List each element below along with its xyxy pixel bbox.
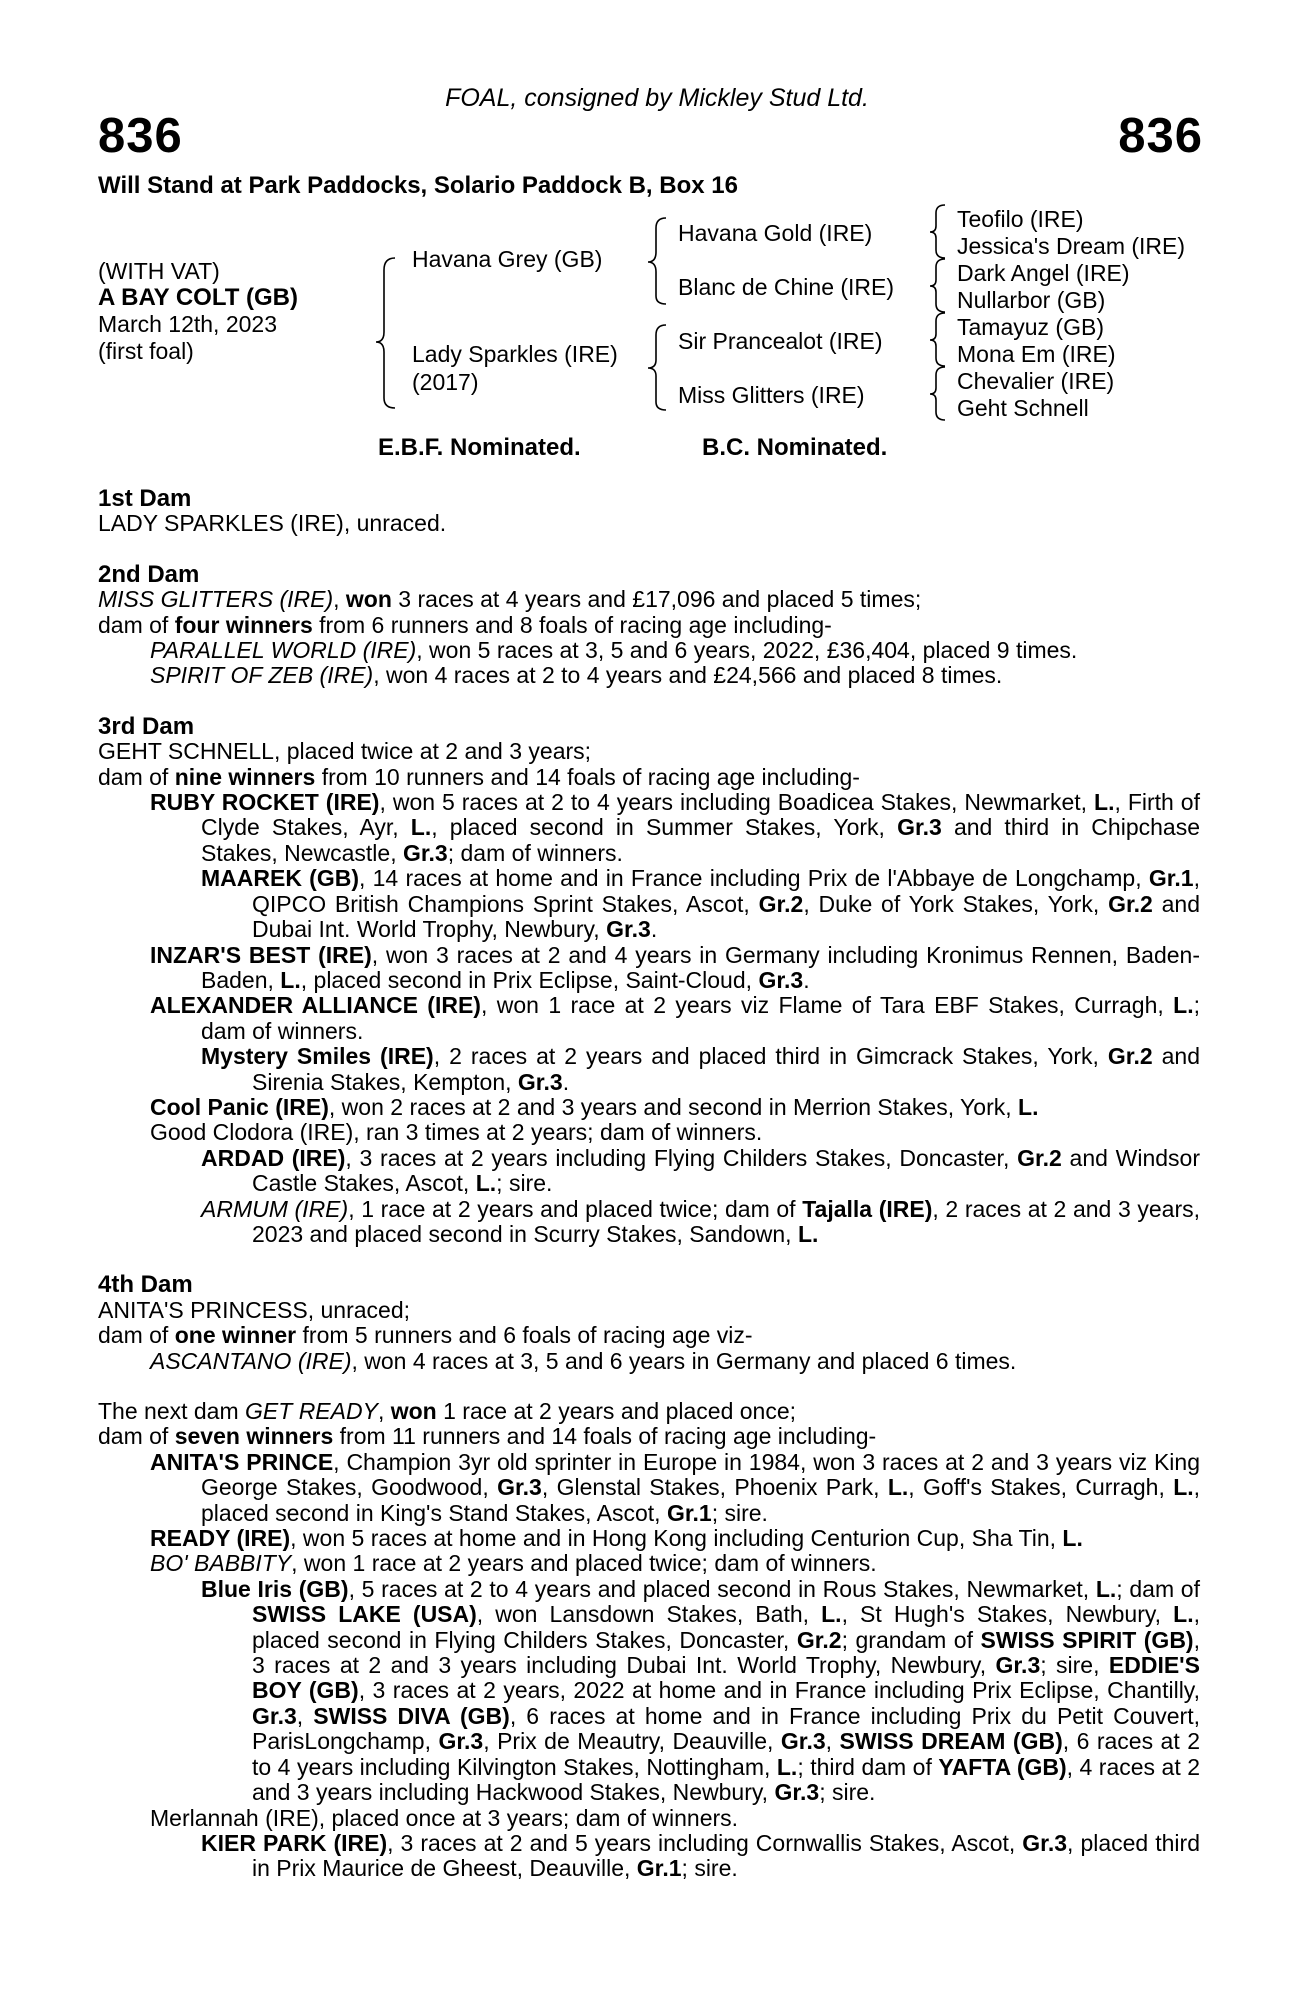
pedigree-dam: Lady Sparkles (IRE) bbox=[412, 341, 618, 367]
vat-note: (WITH VAT) bbox=[98, 258, 220, 284]
pedigree-brackets bbox=[0, 0, 1314, 440]
dam3-progeny-armum: ARMUM (IRE), 1 race at 2 years and placed twice; dam of Tajalla (IRE), 2 races at 2 and 3 years, 2023 and placed second in Scurry Stakes, Sandown, L. bbox=[201, 1195, 1201, 1247]
dam3-progeny-mystery-smiles: Mystery Smiles (IRE), 2 races at 2 years and placed third in Gimcrack Stakes, York, Gr.2 and Sirenia Stakes, Kempton, Gr.3. bbox=[201, 1043, 1200, 1095]
pedigree-dam-year: (2017) bbox=[412, 369, 479, 395]
next-progeny-bo-babbity: BO' BABBITY, won 1 race at 2 years and placed twice; dam of winners. bbox=[150, 1550, 877, 1577]
bracket-ss bbox=[930, 205, 945, 258]
next-progeny-ready: READY (IRE), won 5 races at home and in Hong Kong including Centurion Cup, Sha Tin, L. bbox=[150, 1525, 1083, 1552]
dam3-progeny-alexander-alliance: ALEXANDER ALLIANCE (IRE), won 1 race at 2 years viz Flame of Tara EBF Stakes, Curragh, L.; dam of winners. bbox=[150, 992, 1200, 1044]
pedigree-sire: Havana Grey (GB) bbox=[412, 246, 603, 272]
dam2-progeny-2: SPIRIT OF ZEB (IRE), won 4 races at 2 to 4 years and £24,566 and placed 8 times. bbox=[150, 662, 1003, 689]
dam2-record: MISS GLITTERS (IRE), won 3 races at 4 years and £17,096 and placed 5 times; bbox=[98, 586, 922, 613]
dam3-heading: 3rd Dam bbox=[98, 712, 195, 740]
pedigree-dam-dam: Miss Glitters (IRE) bbox=[678, 382, 865, 408]
bc-nomination: B.C. Nominated. bbox=[702, 434, 888, 461]
next-progeny-blue-iris: Blue Iris (GB), 5 races at 2 to 4 years and placed second in Rous Stakes, Newmarket, L.; dam of SWISS LAKE (USA), won Lansdown Stakes, Bath, L., St Hugh's Stakes, Newbury, L., placed second in Flying Childers Stakes, Doncaster, Gr.2; grandam of SWISS SPIRIT (GB), 3 races at 2 and 3 years including Dubai Int. World Trophy, Newbury, Gr.3; sire, EDDIE'S BOY (GB), 3 races at 2 years, 2022 at home and in France including Prix Eclipse, Chantilly, Gr.3, SWISS DIVA (GB), 6 races at home and in France including Prix du Petit Couvert, ParisLongchamp, Gr.3, Prix de Meautry, Deauville, Gr.3, SWISS DREAM (GB), 6 races at 2 to 4 years including Kilvington Stakes, Nottingham, L.; third dam of YAFTA (GB), 4 races at 2 and 3 years including Hackwood Stakes, Newbury, Gr.3; sire. bbox=[201, 1575, 1200, 1806]
bracket-sd bbox=[930, 259, 945, 312]
dam4-heading: 4th Dam bbox=[98, 1271, 193, 1299]
pedigree-g3-5: Tamayuz (GB) bbox=[957, 314, 1104, 340]
bracket-dd bbox=[930, 367, 945, 420]
pedigree-g3-7: Chevalier (IRE) bbox=[957, 368, 1115, 394]
dam3-progeny-ardad: ARDAD (IRE), 3 races at 2 years including Flying Childers Stakes, Doncaster, Gr.2 and Windsor Castle Stakes, Ascot, L.; sire. bbox=[201, 1144, 1200, 1197]
pedigree-sire-sire: Havana Gold (IRE) bbox=[678, 220, 873, 246]
dam2-produce: dam of four winners from 6 runners and 8 foals of racing age including- bbox=[98, 611, 832, 638]
dam3-progeny-inzars-best: INZAR'S BEST (IRE), won 3 races at 2 and 4 years in Germany including Kronimus Rennen, Baden-Baden, L., placed second in Prix Eclipse, Saint-Cloud, Gr.3. bbox=[150, 941, 1201, 993]
standing-location: Will Stand at Park Paddocks, Solario Paddock B, Box 16 bbox=[98, 172, 738, 199]
pedigree-g3-1: Teofilo (IRE) bbox=[957, 206, 1084, 232]
dam2-heading: 2nd Dam bbox=[98, 560, 200, 588]
dam4-progeny-ascantano: ASCANTANO (IRE), won 4 races at 3, 5 and 6 years in Germany and placed 6 times. bbox=[150, 1347, 1017, 1374]
bracket-sire bbox=[648, 218, 666, 304]
pedigree-g3-3: Dark Angel (IRE) bbox=[957, 260, 1130, 286]
foaling-date: March 12th, 2023 bbox=[98, 311, 278, 337]
bracket-dam bbox=[648, 325, 666, 410]
dam3-progeny-maarek: MAAREK (GB), 14 races at home and in France including Prix de l'Abbaye de Longchamp, Gr.1, QIPCO British Champions Sprint Stakes, Ascot, Gr.2, Duke of York Stakes, York, Gr.2 and Dubai Int. World Trophy, Newbury, Gr.3. bbox=[201, 865, 1201, 943]
lot-number-left: 836 bbox=[98, 109, 183, 163]
dam2-progeny-1: PARALLEL WORLD (IRE), won 5 races at 3, 5 and 6 years, 2022, £36,404, placed 9 times. bbox=[150, 637, 1078, 664]
bracket-ds bbox=[930, 313, 945, 366]
catalogue-body bbox=[98, 486, 1200, 1882]
pedigree-dam-sire: Sir Prancealot (IRE) bbox=[678, 328, 883, 354]
next-dam-record: The next dam GET READY, won 1 race at 2 years and placed once; bbox=[98, 1398, 797, 1424]
dam1-heading: 1st Dam bbox=[98, 485, 192, 512]
dam3-progeny-ruby-rocket: RUBY ROCKET (IRE), won 5 races at 2 to 4 years including Boadicea Stakes, Newmarket, L., Firth of Clyde Stakes, Ayr, L., placed second in Summer Stakes, York, Gr.3 and third in Chipchase Stakes, Newcastle, Gr.3; dam of winners. bbox=[150, 789, 1200, 866]
bracket-gen1 bbox=[376, 258, 395, 408]
dam4-produce: dam of one winner from 5 runners and 6 foals of racing age viz- bbox=[98, 1322, 753, 1349]
dam3-progeny-cool-panic: Cool Panic (IRE), won 2 races at 2 and 3 years and second in Merrion Stakes, York, L. bbox=[150, 1093, 1039, 1120]
ebf-nomination: E.B.F. Nominated. bbox=[378, 434, 581, 461]
foal-note: (first foal) bbox=[98, 338, 194, 364]
lot-number-right: 836 bbox=[1118, 109, 1203, 163]
dam3-produce: dam of nine winners from 10 runners and 14 foals of racing age including- bbox=[98, 763, 860, 790]
next-dam-produce: dam of seven winners from 11 runners and 14 foals of racing age including- bbox=[98, 1423, 877, 1450]
pedigree-g3-4: Nullarbor (GB) bbox=[957, 287, 1106, 313]
dam3-progeny-good-clodora: Good Clodora (IRE), ran 3 times at 2 years; dam of winners. bbox=[150, 1119, 763, 1146]
dam3-record: GEHT SCHNELL, placed twice at 2 and 3 years; bbox=[98, 738, 592, 765]
pedigree-g3-8: Geht Schnell bbox=[957, 395, 1089, 421]
pedigree-sire-dam: Blanc de Chine (IRE) bbox=[678, 274, 895, 300]
pedigree-g3-6: Mona Em (IRE) bbox=[957, 341, 1116, 367]
dam1-text: LADY SPARKLES (IRE), unraced. bbox=[98, 510, 447, 537]
next-progeny-merlannah: Merlannah (IRE), placed once at 3 years; dam of winners. bbox=[150, 1804, 739, 1831]
next-progeny-anitas-prince: ANITA'S PRINCE, Champion 3yr old sprinter in Europe in 1984, won 3 races at 2 and 3 years viz King George Stakes, Goodwood, Gr.3, Glenstal Stakes, Phoenix Park, L., Goff's Stakes, Curragh, L., placed second in King's Stand Stakes, Ascot, Gr.1; sire. bbox=[150, 1448, 1201, 1526]
pedigree-g3-2: Jessica's Dream (IRE) bbox=[957, 233, 1186, 259]
dam4-record: ANITA'S PRINCESS, unraced; bbox=[98, 1296, 411, 1323]
consignor-line: FOAL, consigned by Mickley Stud Ltd. bbox=[445, 84, 869, 112]
horse-title: A BAY COLT (GB) bbox=[98, 284, 299, 311]
next-progeny-kier-park: KIER PARK (IRE), 3 races at 2 and 5 years including Cornwallis Stakes, Ascot, Gr.3, placed third in Prix Maurice de Gheest, Deauville, Gr.1; sire. bbox=[201, 1829, 1200, 1882]
